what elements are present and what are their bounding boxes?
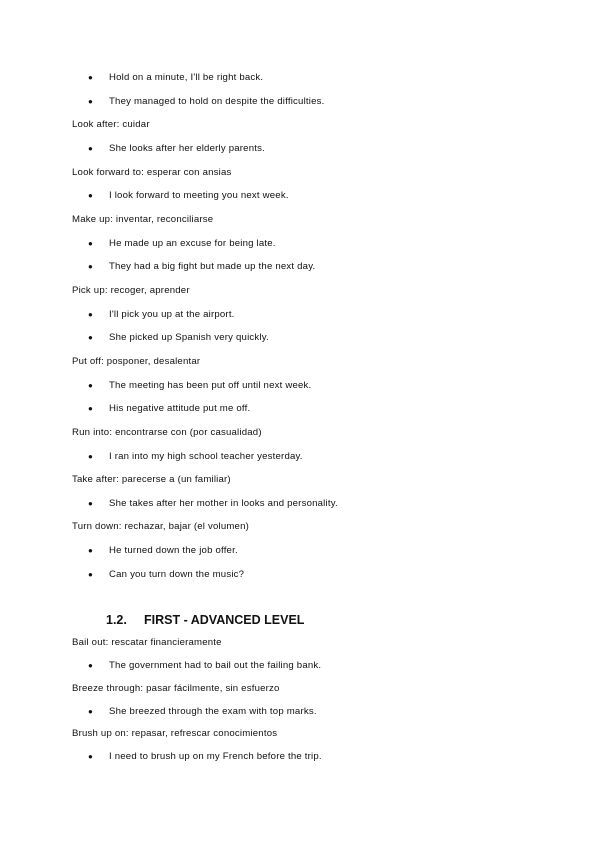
example-text: She breezed through the exam with top marks. xyxy=(109,706,317,717)
bullet-icon: ● xyxy=(88,97,94,106)
list-item xyxy=(88,545,238,557)
list-item xyxy=(88,72,263,84)
example-text: Hold on a minute, I'll be right back. xyxy=(109,72,264,83)
bullet-icon: ● xyxy=(88,310,94,319)
example-text: He made up an excuse for being late. xyxy=(109,238,276,249)
list-item xyxy=(88,261,315,273)
phrasal-verb-term: Brush up on: repasar, refrescar conocimientos xyxy=(72,728,278,739)
example-text: The meeting has been put off until next week. xyxy=(109,380,312,391)
list-item xyxy=(88,190,289,202)
list-item xyxy=(88,238,276,250)
list-item xyxy=(88,569,244,581)
example-text: I'll pick you up at the airport. xyxy=(109,309,235,320)
section-heading xyxy=(106,613,304,627)
section-title: FIRST - ADVANCED LEVEL xyxy=(144,613,305,627)
bullet-icon: ● xyxy=(88,452,94,461)
example-text: He turned down the job offer. xyxy=(109,545,238,556)
example-text: They managed to hold on despite the difficulties. xyxy=(109,96,325,107)
example-text: Can you turn down the music? xyxy=(109,569,245,580)
list-item xyxy=(88,332,269,344)
phrasal-verb-term: Look forward to: esperar con ansias xyxy=(72,167,232,178)
list-item xyxy=(88,660,321,672)
phrasal-verb-term: Put off: posponer, desalentar xyxy=(72,356,201,367)
bullet-icon: ● xyxy=(88,262,94,271)
example-text: I ran into my high school teacher yesterday. xyxy=(109,451,303,462)
bullet-icon: ● xyxy=(88,546,94,555)
bullet-icon: ● xyxy=(88,239,94,248)
list-item xyxy=(88,403,250,415)
phrasal-verb-term: Take after: parecerse a (un familiar) xyxy=(72,474,231,485)
list-item xyxy=(88,143,265,155)
phrasal-verb-term: Make up: inventar, reconciliarse xyxy=(72,214,214,225)
example-text: The government had to bail out the failing bank. xyxy=(109,660,322,671)
example-text: They had a big fight but made up the next day. xyxy=(109,261,316,272)
bullet-icon: ● xyxy=(88,661,94,670)
phrasal-verb-term: Pick up: recoger, aprender xyxy=(72,285,190,296)
list-item xyxy=(88,309,235,321)
phrasal-verb-term: Turn down: rechazar, bajar (el volumen) xyxy=(72,521,250,532)
example-text: She picked up Spanish very quickly. xyxy=(109,332,269,343)
bullet-icon: ● xyxy=(88,499,94,508)
example-text: She takes after her mother in looks and personality. xyxy=(109,498,338,509)
list-item xyxy=(88,706,317,718)
list-item xyxy=(88,498,338,510)
phrasal-verb-term: Bail out: rescatar financieramente xyxy=(72,637,222,648)
example-text: His negative attitude put me off. xyxy=(109,403,251,414)
example-text: I need to brush up on my French before the trip. xyxy=(109,751,322,762)
bullet-icon: ● xyxy=(88,73,94,82)
bullet-icon: ● xyxy=(88,752,94,761)
example-text: I look forward to meeting you next week. xyxy=(109,190,289,201)
bullet-icon: ● xyxy=(88,191,94,200)
example-text: She looks after her elderly parents. xyxy=(109,143,265,154)
bullet-icon: ● xyxy=(88,707,94,716)
list-item xyxy=(88,451,303,463)
bullet-icon: ● xyxy=(88,381,94,390)
phrasal-verb-term: Breeze through: pasar fácilmente, sin esfuerzo xyxy=(72,683,280,694)
list-item xyxy=(88,96,325,108)
bullet-icon: ● xyxy=(88,570,94,579)
phrasal-verb-term: Run into: encontrarse con (por casualidad) xyxy=(72,427,262,438)
bullet-icon: ● xyxy=(88,333,94,342)
list-item xyxy=(88,380,311,392)
phrasal-verb-term: Look after: cuidar xyxy=(72,119,150,130)
section-number: 1.2. xyxy=(106,613,127,627)
bullet-icon: ● xyxy=(88,404,94,413)
list-item xyxy=(88,751,322,763)
bullet-icon: ● xyxy=(88,144,94,153)
